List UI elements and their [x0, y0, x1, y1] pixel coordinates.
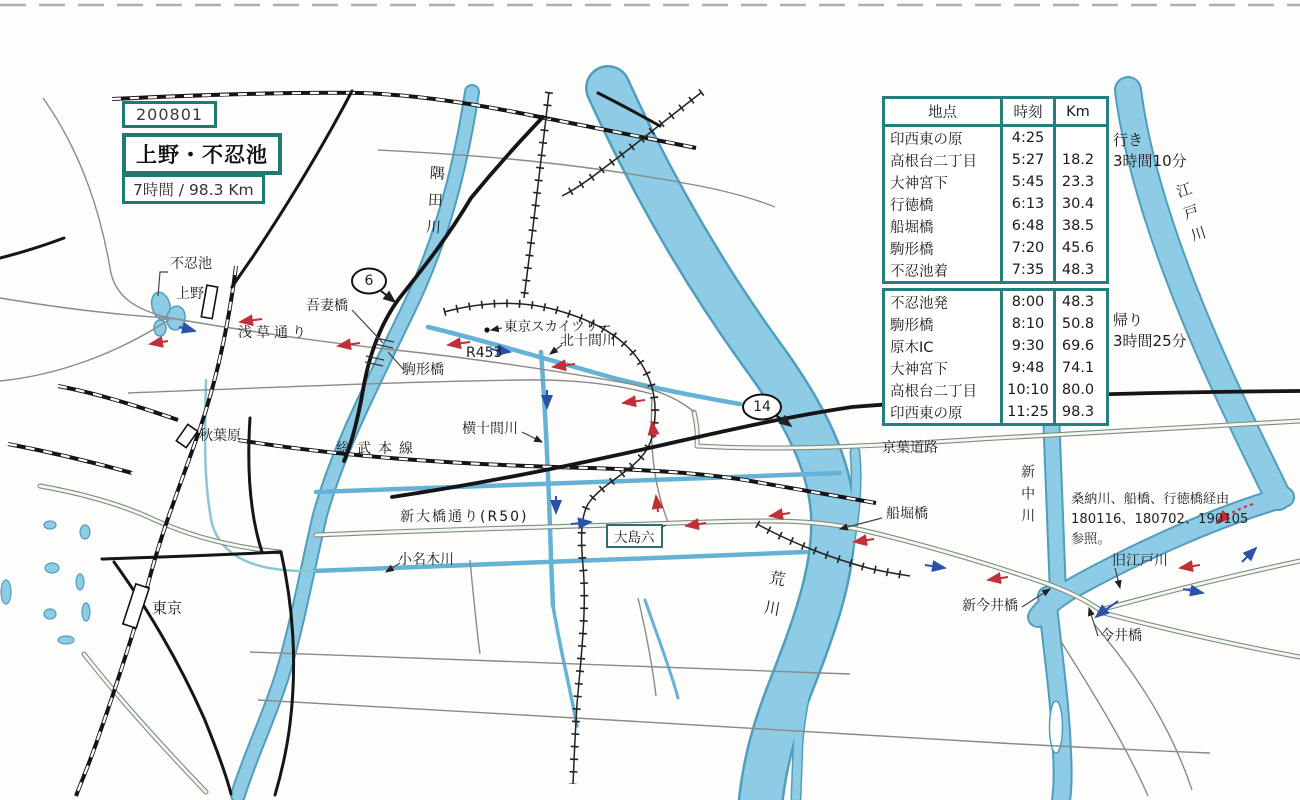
table-row: 印西東の原 11:25 98.3 [885, 401, 1106, 423]
table-row: 原木IC 9:30 69.6 [885, 335, 1106, 357]
shinnakagawa-river [1051, 412, 1058, 594]
note-line-1: 桑納川、船橋、行徳橋経由 [1071, 492, 1230, 507]
header-time: 時刻 [1000, 99, 1056, 124]
jr-yamanote-line [76, 266, 236, 796]
route-6-badge-number: 6 [364, 273, 374, 289]
outbound-duration-label: 行き [1113, 131, 1144, 149]
timetable [882, 96, 1109, 430]
table-row: 高根台二丁目 5:27 18.2 [885, 149, 1106, 171]
route-title-box: 上野・不忍池 [122, 133, 282, 175]
table-row: 駒形橋 8:10 50.8 [885, 313, 1106, 335]
ojimaroku-label-box: 大島六 [606, 524, 663, 548]
asakusa-dori-label: 浅草通り [238, 325, 310, 341]
table-row: 高根台二丁目 10:10 80.0 [885, 379, 1106, 401]
shinnakagawa-label: 新中川 [1019, 464, 1036, 530]
canal-south-2 [645, 600, 678, 698]
shin-ohashi-dori-label: 新大橋通り(R50) [400, 509, 529, 525]
komagatabashi-label: 駒形橋 [402, 362, 444, 378]
skytree-label: 東京スカイツリー [504, 319, 612, 335]
table-row: 行徳橋 6:13 30.4 [885, 193, 1106, 215]
keiyo-road-label: 京葉道路 [882, 440, 938, 456]
table-row: 印西東の原 4:25 [885, 127, 1106, 149]
table-row: 大神宮下 5:45 23.3 [885, 171, 1106, 193]
r453-label: R453 [466, 345, 503, 361]
note-line-2: 180116、180702、190105 [1071, 512, 1249, 527]
skytree-dot [484, 327, 489, 332]
route-14-badge-number: 14 [753, 399, 771, 415]
outlined-roads [40, 412, 1300, 792]
table-row: 不忍池発 8:00 48.3 [885, 291, 1106, 313]
shin-imaibashi-label: 新今井橋 [962, 598, 1018, 614]
route-date-box: 200801 [122, 101, 217, 128]
onagigawa-label: 小名木川 [398, 552, 454, 568]
timetable-header [885, 99, 1106, 127]
table-row: 駒形橋 7:20 45.6 [885, 237, 1106, 259]
table-row: 船堀橋 6:48 38.5 [885, 215, 1106, 237]
timetable-outbound [882, 96, 1109, 284]
imaibashi-label: 今井橋 [1100, 628, 1142, 644]
sobu-line-label: 総武本線 [336, 441, 420, 457]
kyuedogawa-label: 旧江戸川 [1112, 553, 1168, 569]
table-row: 大神宮下 9:48 74.1 [885, 357, 1106, 379]
ueno-label: 上野 [176, 286, 204, 302]
stations [123, 285, 218, 628]
route-stats-box: 7時間 / 98.3 Km [122, 174, 265, 204]
funaboribashi-label: 船堀橋 [886, 506, 928, 522]
shinobazuike-label: 不忍池 [170, 256, 212, 272]
azumabashi-label: 吾妻橋 [306, 298, 348, 314]
kitajukkengawa-label: 北十間川 [560, 333, 616, 349]
note-line-3: 参照。 [1071, 532, 1111, 547]
header-km: Km [1066, 103, 1090, 120]
arakawa-label: 荒川 [758, 568, 788, 631]
sumidagawa-label: 隅田川 [422, 164, 447, 247]
return-duration-label: 帰り [1113, 311, 1144, 329]
edogawa-label: 江戸川 [1172, 180, 1212, 252]
route-reference-note [1071, 490, 1248, 550]
outbound-duration [1113, 130, 1187, 172]
outbound-duration-time: 3時間10分 [1113, 152, 1187, 170]
yokojukkengawa-label: 横十間川 [462, 421, 518, 437]
arakawa-river [608, 88, 833, 798]
table-row: 不忍池着 7:35 48.3 [885, 259, 1106, 281]
return-duration-time: 3時間25分 [1113, 332, 1187, 350]
palace-moats [1, 521, 90, 644]
header-point: 地点 [928, 105, 957, 121]
tokyo-label: 東京 [152, 599, 183, 617]
timetable-return [882, 288, 1109, 426]
return-duration [1113, 310, 1187, 352]
onagigawa-river [313, 552, 806, 571]
canal-south-1 [553, 606, 577, 726]
akihabara-label: 秋葉原 [199, 428, 241, 444]
